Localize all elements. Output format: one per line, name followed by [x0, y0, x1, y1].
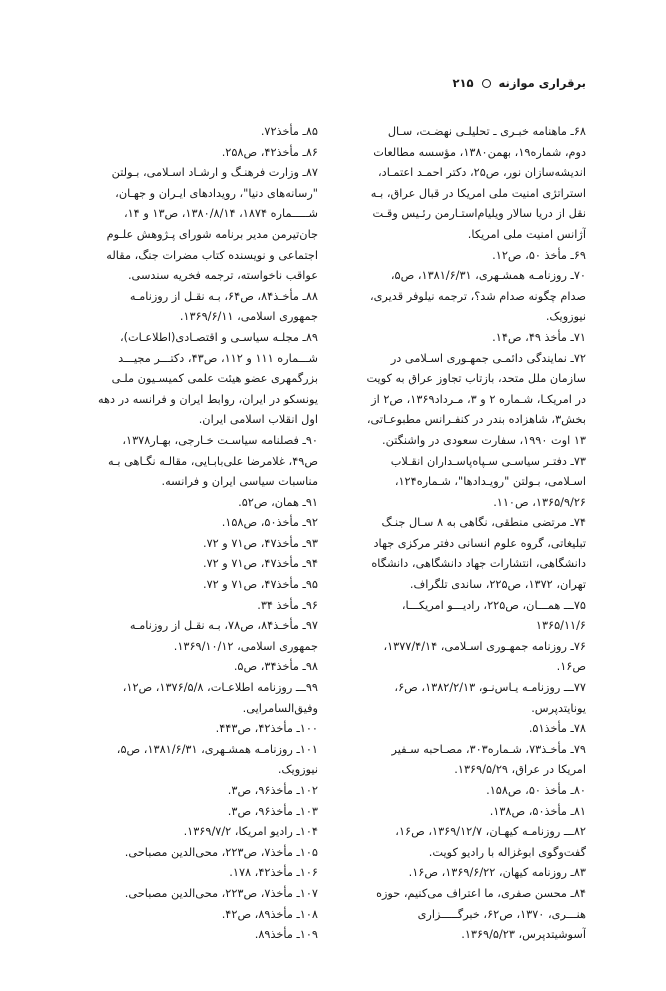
note-line: شـــــماره ۱۸۷۴، ۱۳۸۰/۸/۱۴، ص۱۳ و ۱۴،	[123, 207, 318, 221]
note-line: ۷۶ـ روزنامه جمهـوری اسـلامی، ۱۳۷۷/۴/۱۴،	[383, 639, 586, 653]
note-line: ۷۷ـــ روزنامـه یـاس‌نـو، ۱۳۸۲/۲/۱۳، ص۶،	[394, 681, 586, 695]
note-line: اسـلامی، بـولتن "رویـدادها"، شـماره۱۲۴،	[394, 475, 586, 489]
note-line: ۸۴ـ محسن صفری، ما اعتراف می‌کنیم، حوزه	[376, 886, 586, 900]
note-line: ۹۹ـــ روزنامه اطلاعـات، ۱۳۷۶/۵/۸، ص۱۲،	[122, 681, 318, 695]
note-line: نیوزویک.	[277, 763, 318, 777]
note-line: سازمان ملل متحد، بازتاب تجاوز عراق به کویت	[366, 372, 586, 386]
note-line: ۸۵ـ مأخذ۷۲.	[260, 125, 318, 138]
note-line: ۱۰۶ـ مأخذ۴۲، ۱۷۸.	[229, 866, 318, 880]
note-line: ۱۰۱ـ روزنامـه همشـهری، ۱۳۸۱/۶/۳۱، ص۵،	[116, 742, 318, 756]
note-line: اندیشه‌سازان نور، ص۲۵، دکتر احمـد اعتمـاد،	[378, 166, 586, 180]
note-line: آسوشیتدپرس، ۱۳۶۹/۵/۲۳.	[461, 928, 586, 942]
note-line: ۸۶ـ مأخذ۴۲، ص۲۵۸.	[221, 145, 318, 159]
note-line: بخش۳، شاهزاده بندر در کنفـرانس مطبوعـاتی،	[366, 413, 586, 427]
note-line: نیوزویک.	[545, 310, 586, 324]
note-line: ۹۱ـ همان، ص۵۲.	[238, 495, 318, 509]
note-line: ۹۲ـ مأخذ۵۰، ص۱۵۸.	[221, 516, 318, 530]
note-line: ۷۲ـ نمایندگی دائمـی جمهـوری اسـلامی در	[390, 351, 586, 365]
note-line: ۱۳۶۵/۱۱/۶	[535, 619, 586, 633]
note-line: ۱۳ اوت ۱۹۹۰، سفارت سعودی در واشنگتن.	[382, 433, 586, 447]
note-line: هنـــری، ۱۳۷۰، ص۶۲، خبرگـــــزاری	[417, 907, 586, 921]
note-line: ۹۶ـ مأخذ ۳۴.	[257, 598, 318, 612]
note-line: یونسکو در ایران، روابط ایران و فرانسه در دهه	[98, 392, 318, 406]
note-line: تبلیغاتی، گروه علوم انسانی دفتر مرکزی جهاد	[373, 536, 586, 550]
note-line: ۸۷ـ وزارت فرهنـگ و ارشـاد اسـلامی، بـولتن	[111, 166, 318, 180]
note-line: ۹۷ـ مأخـذ۸۴، ص۷۸، بـه نقـل از روزنامـه	[129, 619, 318, 633]
note-line: آژانس امنیت ملی امریکا.	[467, 227, 586, 241]
note-line: تهران، ۱۳۷۲، ص۲۲۵، ساندی تلگراف.	[409, 578, 586, 592]
note-line: گفت‌وگوی ابوغزاله با رادیو کویت.	[428, 845, 586, 859]
note-line: دانشگاهی، انتشارات جهاد دانشگاهی، دانشگاه	[371, 557, 586, 571]
note-line: در امریکـا، شـماره ۲ و ۳، مـرداد۱۳۶۹، ص۲ از	[371, 392, 586, 406]
note-line: مناسبات سیاسی ایران و فرانسه.	[161, 475, 318, 489]
note-line: ۷۰ـ روزنامـه همشـهری، ۱۳۸۱/۶/۳۱، ص۵،	[390, 269, 586, 283]
note-line: شـــماره ۱۱۱ و ۱۱۲، ص۴۳، دکتـــر مجیـــد	[118, 351, 318, 365]
note-line: صدام چگونه صدام شد؟، ترجمه نیلوفر قدیری،	[369, 289, 586, 303]
note-line: جمهوری اسلامی، ۱۳۶۹/۱۰/۱۲.	[173, 639, 318, 653]
note-line: ۱۰۸ـ مأخذ۸۹، ص۴۲.	[221, 907, 318, 921]
note-line: استراتژی امنیت ملی امریکا در قبال عراق، بـه	[370, 186, 586, 200]
note-line: ۷۱ـ مأخذ ۴۹، ص۱۴.	[492, 330, 586, 344]
note-line: اجتماعی و نویسنده کتاب مضرات جنگ، مقاله	[106, 248, 318, 262]
note-line: دوم، شماره۱۹، بهمن۱۳۸۰، مؤسسه مطالعات	[373, 145, 586, 159]
note-line: ۸۱ـ مأخذ۵۰، ص۱۳۸.	[489, 804, 586, 818]
note-line: ۶۸ـ ماهنامه خبـری ـ تحلیلـی نهضـت، سـال	[387, 125, 586, 138]
note-line: ۶۹ـ مأخذ ۵۰، ص۱۲.	[492, 248, 586, 262]
right-column-notes	[350, 122, 586, 946]
note-line: ۹۵ـ مأخذ۴۷، ص۷۱ و ۷۲.	[202, 578, 318, 592]
running-header	[80, 76, 586, 90]
note-line: ص۴۹، غلامرضا علی‌بابـایی، مقالـه نگـاهی بـه	[108, 454, 318, 468]
note-line: "رسانه‌های دنیا"، رویدادهای ایـران و جهـان،	[115, 186, 318, 200]
note-line: ۱۰۳ـ مأخذ۹۶، ص۳.	[227, 804, 318, 818]
note-line: ۸۹ـ مجلـه سیاسـی و اقتصـادی(اطلاعـات)،	[119, 330, 318, 344]
note-line: ۸۳ـ روزنامه کیهان، ۱۳۶۹/۶/۲۲، ص۱۶.	[408, 866, 586, 880]
note-line: اول انقلاب اسلامی ایران.	[198, 413, 318, 427]
note-line: ۷۵ـــ همـــان، ص۲۲۵، رادیـــو امریکـــا،	[401, 598, 586, 612]
note-line: نقل از دریا سالار ویلیام‌استـارمن رئـیس وقـت	[372, 207, 586, 221]
note-line: ۱۰۴ـ رادیو امریکا، ۱۳۶۹/۷/۲.	[183, 825, 318, 839]
note-line: جمهوری اسلامی، ۱۳۶۹/۶/۱۱.	[179, 310, 318, 324]
note-line: عواقب ناخواسته، ترجمه فخریه سندسی.	[127, 269, 318, 283]
note-line: ۷۴ـ مرتضی منطقی، نگاهی به ۸ سـال جنـگ	[381, 516, 586, 530]
note-line: ۱۳۶۵/۹/۲۶، ص۱۱۰.	[493, 495, 586, 509]
note-line: ۱۰۰ـ مأخذ۴۲، ص۴۴۳.	[215, 722, 318, 736]
note-line: یونایتدپرس.	[531, 701, 586, 715]
note-line: ۸۲ـــ روزنامـه کیهـان، ۱۳۶۹/۱۲/۷، ص۱۶،	[395, 825, 586, 839]
note-line: ۸۸ـ مأخـذ۸۴، ص۶۴، بـه نقـل از روزنامـه	[129, 289, 318, 303]
page-number: ۲۱۵	[452, 76, 474, 90]
note-line: ص۱۶.	[556, 660, 586, 674]
note-line: ۷۳ـ دفتـر سیاسـی سـپاه‌پاسـداران انقـلاب	[390, 454, 586, 468]
note-line: ۷۹ـ مأخـذ۷۳، شـماره۳۰۳، مصـاحبه سـفیر	[391, 742, 586, 756]
note-line: ۸۰ـ مأخذ ۵۰، ص۱۵۸.	[486, 784, 586, 797]
header-title: برقراری موازنه	[498, 76, 586, 90]
left-column-notes	[82, 122, 318, 946]
note-line: وفیق‌السامرایی.	[242, 701, 318, 715]
note-line: بزرگمهری عضو هیئت علمی کمیسـیون ملـی	[111, 372, 318, 386]
note-line: ۱۰۲ـ مأخذ۹۶، ص۳.	[227, 784, 318, 797]
note-line: امریکا در عراق، ۱۳۶۹/۵/۲۹.	[454, 763, 586, 777]
note-line: ۱۰۹ـ مأخذ۸۹.	[254, 928, 318, 942]
circle-ornament-icon	[482, 79, 491, 88]
note-line: ۹۳ـ مأخذ۴۷، ص۷۱ و ۷۲.	[202, 536, 318, 550]
note-line: ۷۸ـ مأخذ۵۱.	[528, 722, 586, 736]
note-line: ۹۰ـ فصلنامه سیاسـت خـارجی، بهـار۱۳۷۸،	[122, 433, 318, 447]
note-line: جان‌تیرمن مدیر برنامه شورای پـژوهش علـوم	[106, 227, 318, 241]
note-line: ۱۰۵ـ مأخذ۷، ص۲۲۳، محی‌الدین مصباحی.	[124, 845, 318, 859]
note-line: ۹۸ـ مأخذ۳۴، ص۵.	[233, 660, 318, 674]
note-line: ۹۴ـ مأخذ۴۷، ص۷۱ و ۷۲.	[202, 557, 318, 571]
note-line: ۱۰۷ـ مأخذ۷، ص۲۲۳، محی‌الدین مصباحی.	[124, 886, 318, 900]
